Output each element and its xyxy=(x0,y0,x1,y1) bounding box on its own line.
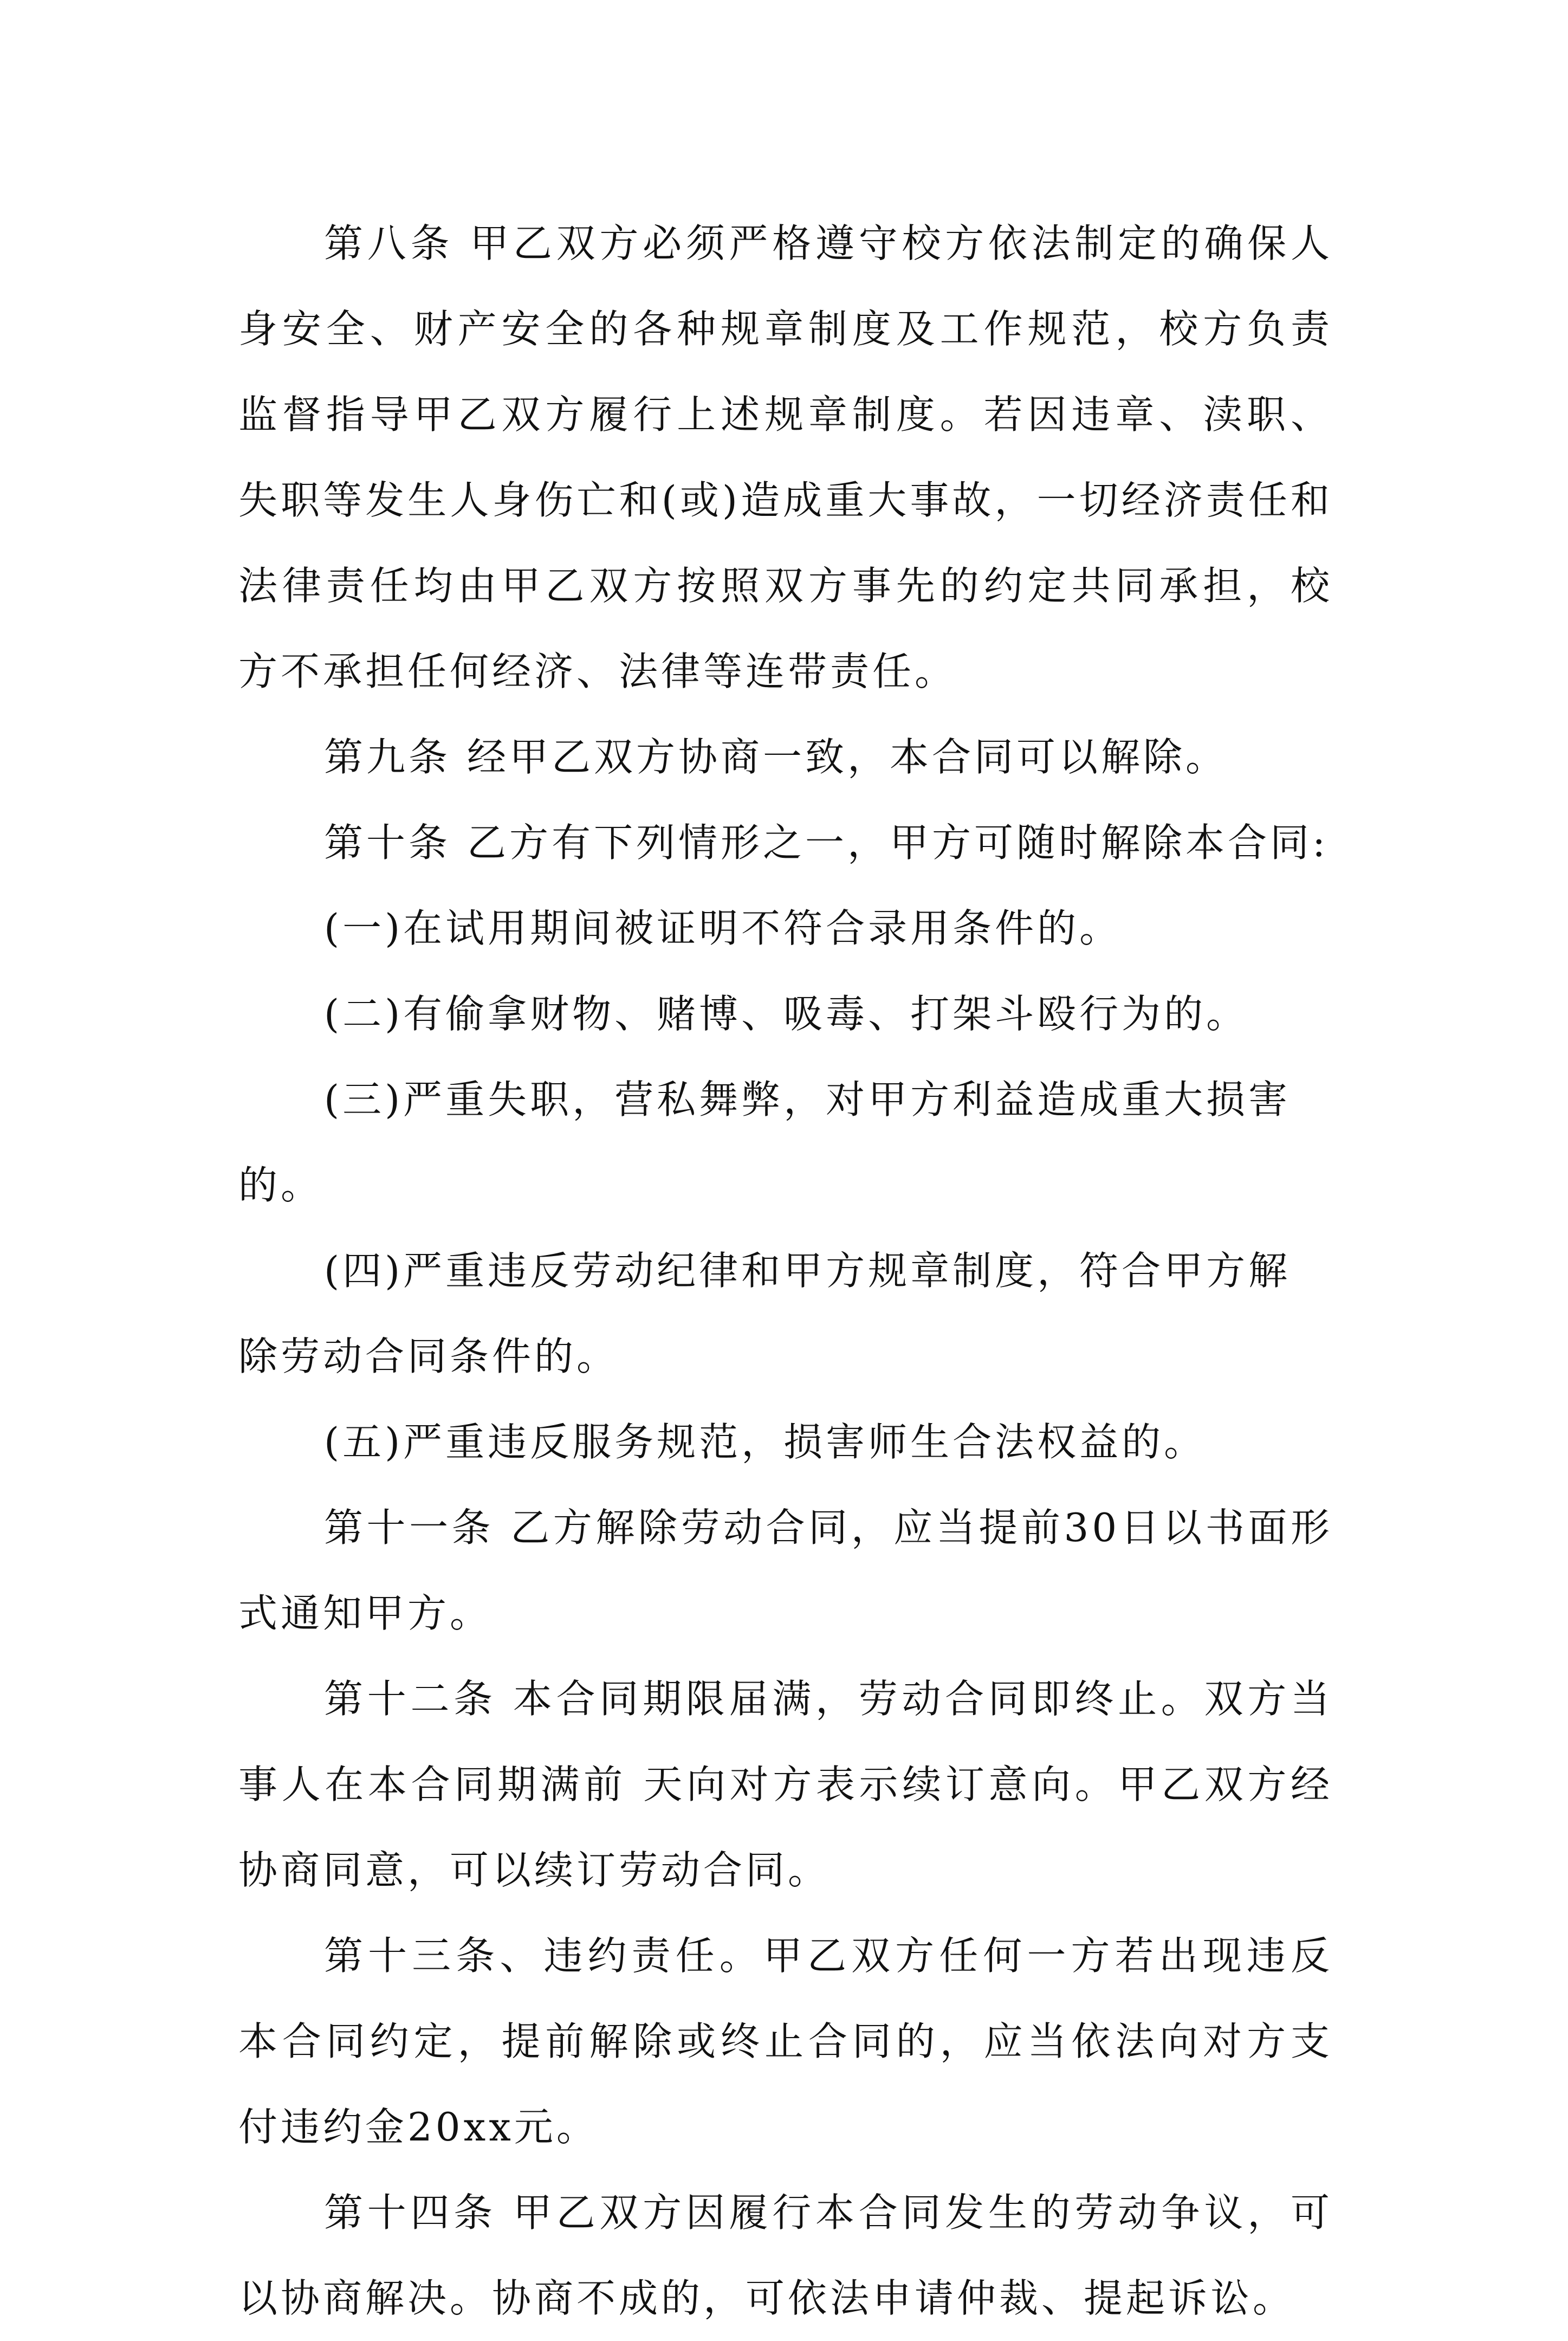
article-8-text: 甲乙双方必须严格遵守校方依法制定的确保人身安全、财产安全的各种规章制度及工作规范，校方负责监督指导甲乙双方履行上述规章制度。若因违章、渎职、失职等发生人身伤亡和(或)造成重大事故，一切经济责任和法律责任均由甲乙双方按照双方事先的约定共同承担，校方不承担任何经济、法律等连带责任。 xyxy=(238,221,1333,694)
article-9-paragraph xyxy=(238,714,1333,800)
article-12-paragraph xyxy=(238,1656,1333,1913)
article-10-label: 第十条 xyxy=(324,820,451,865)
article-13-label: 第十三条、 xyxy=(324,1933,544,1978)
article-8-label: 第八条 xyxy=(324,221,454,266)
article-14-text: 甲乙双方因履行本合同发生的劳动争议，可以协商解决。协商不成的，可依法申请仲裁、提起诉讼。 xyxy=(238,2190,1333,2321)
list-item: (五)严重违反服务规范，损害师生合法权益的。 xyxy=(324,1419,1207,1465)
article-11-label: 第十一条 xyxy=(324,1505,495,1550)
article-11-paragraph xyxy=(238,1485,1333,1656)
list-item: (一)在试用期间被证明不符合录用条件的。 xyxy=(324,906,1122,951)
article-12-text: 本合同期限届满，劳动合同即终止。双方当事人在本合同期满前 天向对方表示续订意向。甲乙双方经协商同意，可以续订劳动合同。 xyxy=(238,1676,1333,1893)
article-14-paragraph xyxy=(238,2170,1333,2341)
list-item: (四)严重违反劳动纪律和甲方规章制度，符合甲方解除劳动合同条件的。 xyxy=(238,1248,1291,1379)
article-13-paragraph xyxy=(238,1913,1333,2170)
list-item: (三)严重失职，营私舞弊，对甲方利益造成重大损害的。 xyxy=(238,1077,1291,1208)
article-9-label: 第九条 xyxy=(324,734,451,780)
article-10-text: 乙方有下列情形之一，甲方可随时解除本合同: xyxy=(467,820,1329,865)
list-item: (二)有偷拿财物、赌博、吸毒、打架斗殴行为的。 xyxy=(324,991,1249,1037)
document-body xyxy=(238,201,1333,2341)
article-12-label: 第十二条 xyxy=(324,1676,497,1722)
article-9-text: 经甲乙双方协商一致，本合同可以解除。 xyxy=(467,734,1228,780)
article-8-paragraph xyxy=(238,201,1333,714)
article-11-text: 乙方解除劳动合同，应当提前30日以书面形式通知甲方。 xyxy=(238,1505,1333,1636)
article-10-paragraph xyxy=(238,800,1333,885)
article-13-text: 违约责任。甲乙双方任何一方若出现违反本合同约定，提前解除或终止合同的，应当依法向对方支付违约金20xx元。 xyxy=(238,1933,1333,2150)
article-14-label: 第十四条 xyxy=(324,2190,497,2235)
